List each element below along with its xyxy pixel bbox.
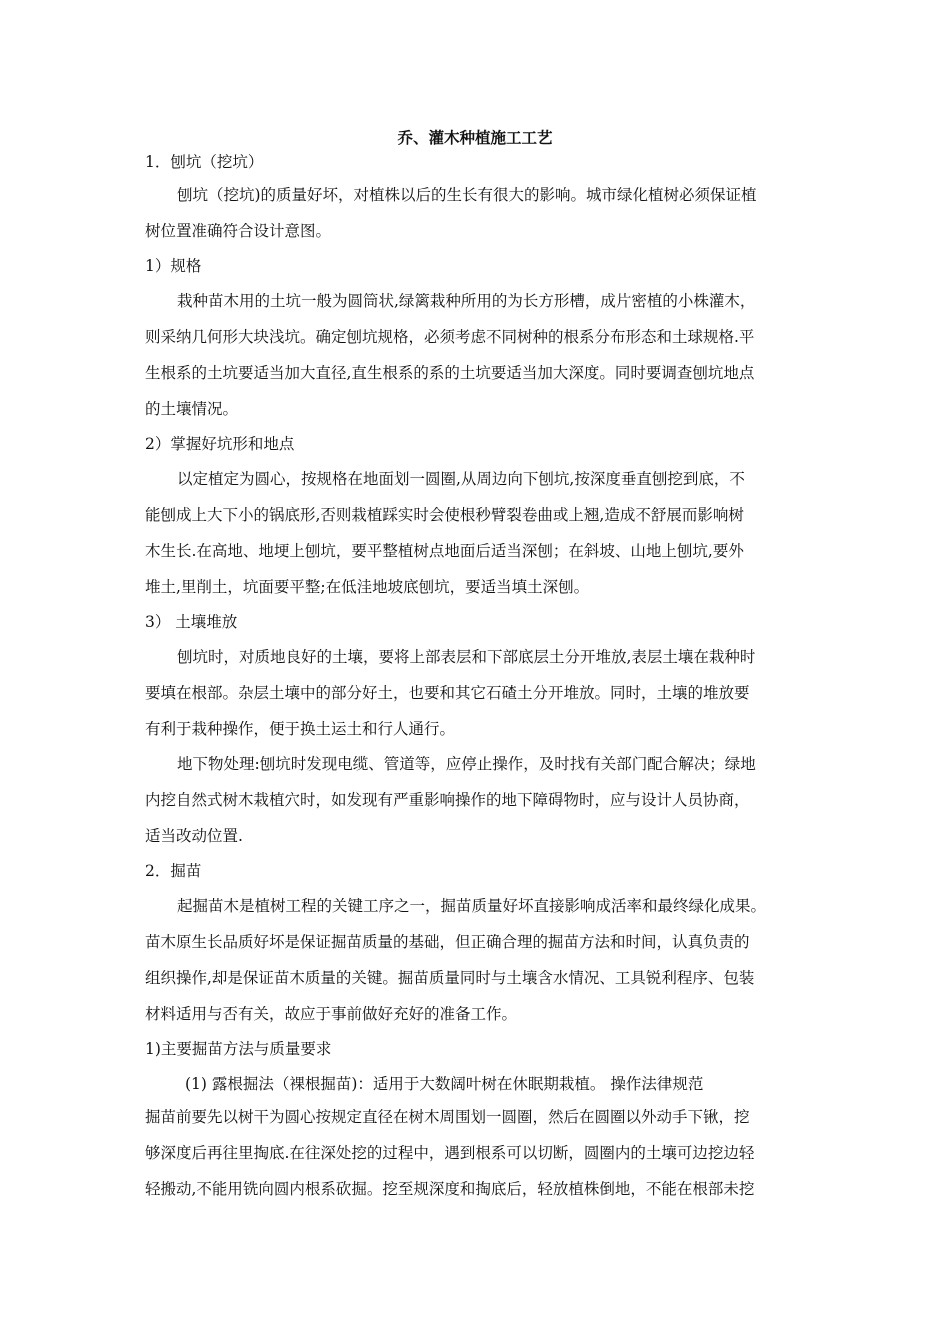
subheading-pit-shape: 2）掌握好坑形和地点	[145, 435, 295, 453]
subheading-soil-piling: 3） 土壤堆放	[145, 613, 238, 631]
paragraph-line: 的土壤情况。	[145, 400, 239, 418]
paragraph-line: 适当改动位置.	[145, 827, 243, 845]
paragraph-line: 苗木原生长品质好坏是保证掘苗质量的基础，但正确合理的掘苗方法和时间，认真负责的	[145, 933, 750, 951]
paragraph-line: 够深度后再往里掏底.在往深处挖的过程中，遇到根系可以切断，圆圈内的土壤可边挖边轻	[145, 1144, 755, 1162]
paragraph-line: 起掘苗木是植树工程的关键工序之一，掘苗质量好坏直接影响成活率和最终绿化成果。	[177, 897, 767, 915]
paragraph-line: 能刨成上大下小的锅底形,否则栽植踩实时会使根秒臂裂卷曲或上翘,造成不舒展而影响树	[145, 506, 744, 524]
paragraph-line: 要填在根部。杂层土壤中的部分好土，也要和其它石碴土分开堆放。同时，土壤的堆放要	[145, 684, 750, 702]
document-title: 乔、灌木种植施工工艺	[397, 129, 553, 147]
paragraph-line: 内挖自然式树木栽植穴时，如发现有严重影响操作的地下障碍物时，应与设计人员协商，	[145, 791, 750, 809]
paragraph-line: 堆土,里削土，坑面要平整;在低洼地坡底刨坑，要适当填土深刨。	[145, 578, 590, 596]
paragraph-line: 以定植定为圆心，按规格在地面划一圆圈,从周边向下刨坑,按深度垂直刨挖到底，不	[177, 470, 745, 488]
paragraph-line: 刨坑时，对质地良好的土壤，要将上部表层和下部底层土分开堆放,表层土壤在栽种时	[177, 648, 756, 666]
paragraph-line: 组织操作,却是保证苗木质量的关键。掘苗质量同时与土壤含水情况、工具锐利程序、包装	[145, 969, 755, 987]
heading-1-digging-pit: 1．刨坑（挖坑）	[145, 153, 264, 171]
paragraph-line: 轻搬动,不能用铣向圆内根系砍掘。挖至规深度和掏底后，轻放植株倒地，不能在根部未挖	[145, 1180, 755, 1198]
paragraph-line: 则采纳几何形大块浅坑。确定刨坑规格，必须考虑不同树种的根系分布形态和土球规格.平	[145, 328, 755, 346]
subheading-specification: 1）规格	[145, 257, 202, 275]
paragraph-line: 掘苗前要先以树干为圆心按规定直径在树木周围划一圆圈，然后在圆圈以外动手下锹，挖	[145, 1108, 750, 1126]
subitem-bare-root-method: (1) 露根掘法（裸根掘苗)：适用于大数阔叶树在休眠期栽植。 操作法律规范	[185, 1075, 704, 1093]
paragraph-line: 木生长.在高地、地埂上刨坑，要平整植树点地面后适当深刨；在斜坡、山地上刨坑,要外	[145, 542, 744, 560]
paragraph-line: 有利于栽种操作，便于换土运土和行人通行。	[145, 720, 456, 738]
paragraph-line: 生根系的土坑要适当加大直径,直生根系的系的土坑要适当加大深度。同时要调查刨坑地点	[145, 364, 755, 382]
heading-2-digging-seedlings: 2．掘苗	[145, 862, 202, 880]
paragraph-line: 地下物处理:刨坑时发现电缆、管道等，应停止操作，及时找有关部门配合解决；绿地	[177, 755, 756, 773]
paragraph-line: 刨坑（挖坑)的质量好坏，对植株以后的生长有很大的影响。城市绿化植树必须保证植	[177, 186, 757, 204]
subheading-digging-methods: 1)主要掘苗方法与质量要求	[145, 1040, 332, 1058]
paragraph-line: 栽种苗木用的土坑一般为圆筒状,绿篱栽种所用的为长方形槽，成片密植的小株灌木，	[177, 292, 756, 310]
paragraph-line: 树位置准确符合设计意图。	[145, 222, 332, 240]
paragraph-line: 材料适用与否有关，故应于事前做好充好的准备工作。	[145, 1005, 518, 1023]
